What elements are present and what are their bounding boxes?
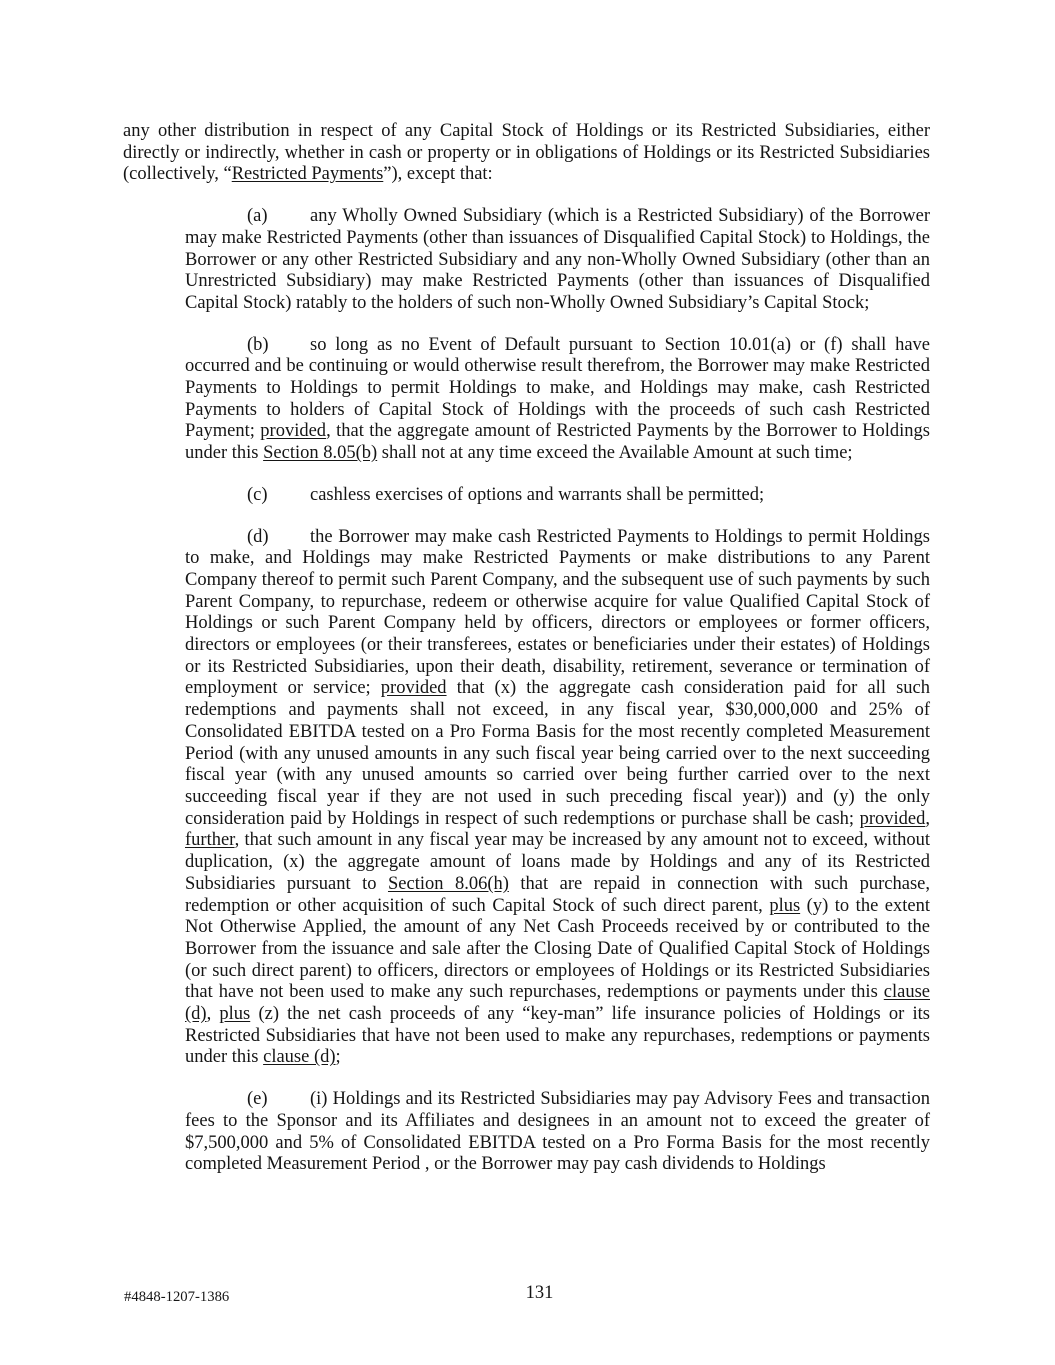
clause-a-label: (a) <box>247 206 268 227</box>
text-run: , <box>925 808 930 829</box>
text-run: that (x) the aggregate cash consideration paid for all such redemptions and payments shall not exceed, in any fiscal year, $30,000,000 and 25% of Consolidated EBITDA tested on a Pro Forma Basis for the most recently completed Measurement Period (with any unused amounts in any such fiscal year being carried over to the next succeeding fiscal year (with any unused amounts so carried over being further carried over to the next succeeding fiscal year if they are not used in such preceding fiscal year)) and (y) the only consideration paid by Holdings in respect of such redemptions or purchase shall be cash; <box>185 678 930 829</box>
defined-term: provided <box>260 421 327 442</box>
defined-term: further <box>185 830 235 851</box>
text-run: ”), except that: <box>383 164 493 185</box>
clause-c-label: (c) <box>247 484 268 505</box>
text-run: (i) Holdings and its Restricted Subsidiaries may pay Advisory Fees and transaction fees to the Sponsor and its Affiliates and designees in an amount not to exceed the greater of $7,500,000 and 5% of Consolidated EBITDA tested on a Pro Forma Basis for the most recently completed Measurement Period , or the Borrower may pay cash dividends to Holdings <box>185 1089 930 1175</box>
clause-a <box>123 206 930 315</box>
defined-term: provided <box>380 678 447 699</box>
clause-d-label: (d) <box>247 526 269 547</box>
text-run: , <box>206 1004 220 1025</box>
document-body <box>123 121 930 1196</box>
clause-d <box>123 527 930 1070</box>
document-id-stamp: #4848-1207-1386 <box>124 1289 230 1305</box>
text-run: any Wholly Owned Subsidiary (which is a Restricted Subsidiary) of the Borrower may make Restricted Payments (other than issuances of Disqualified Capital Stock) to Holdings, the Borrower or any other Restricted Subsidiary and any non-Wholly Owned Subsidiary (other than an Unrestricted Subsidiary) may make Restricted Payments (other than issuances of Disqualified Capital Stock) ratably to the holders of such non-Wholly Owned Subsidiary’s Capital Stock; <box>185 206 930 313</box>
text-run: , that the aggregate amount of Restricted Payments by the Borrower to Holdings under this <box>185 421 930 464</box>
defined-term: plus <box>219 1004 251 1025</box>
page-number: 131 <box>525 1283 554 1303</box>
text-run: any other distribution in respect of any Capital Stock of Holdings or its Restricted Subsidiaries, either directly or indirectly, whether in cash or property or in obligations of Holdings or its Restricted Subsidiaries (collectively, “ <box>123 121 930 185</box>
defined-term: provided <box>859 808 926 829</box>
text-run: the Borrower may make cash Restricted Payments to Holdings to permit Holdings to make, and Holdings may make Restricted Payments or make distributions to any Parent Company thereof to permit such Parent Company, and the subsequent use of such payments by such Parent Company, to repurchase, redeem or otherwise acquire for value Qualified Capital Stock of Holdings or such Parent Company held by officers, directors or employees or former officers, directors or employees (or their transferees, estates or beneficiaries under their estates) of Holdings or its Restricted Subsidiaries, upon their death, disability, retirement, severance or termination of employment or service; <box>185 526 930 699</box>
text-run: shall not at any time exceed the Available Amount at such time; <box>377 443 853 464</box>
text-run: so long as no Event of Default pursuant to Section 10.01(a) or (f) shall have occurred and be continuing or would otherwise result therefrom, the Borrower may make Restricted Payments to Holdings to permit Holdings to make, and Holdings may make, cash Restricted Payments to holders of Capital Stock of Holdings with the proceeds of such cash Restricted Payment; <box>185 334 930 442</box>
text-run: (y) to the extent Not Otherwise Applied, the amount of any Net Cash Proceeds received by or contributed to the Borrower from the issuance and sale after the Closing Date of Qualified Capital Stock of Holdings (or such direct parent) to officers, directors or employees of Holdings or its Restricted Subsidiaries that have not been used to make any such repurchases, redemptions or payments under this <box>185 895 931 1003</box>
clause-b-label: (b) <box>247 334 269 355</box>
defined-term: Section 8.06(h) <box>387 873 509 894</box>
clause-e-label: (e) <box>247 1089 268 1110</box>
defined-term: Restricted Payments <box>231 164 384 185</box>
text-run: that are repaid in connection with such purchase, redemption or other acquisition of such Capital Stock of such direct parent, <box>185 873 930 916</box>
clause-c <box>123 485 930 507</box>
defined-term: Section 8.05(b) <box>263 443 378 464</box>
clause-b <box>123 335 930 465</box>
text-run: ; <box>335 1047 341 1068</box>
defined-term: plus <box>769 895 801 916</box>
text-run: (z) the net cash proceeds of any “key-man” life insurance policies of Holdings or its Restricted Subsidiaries that have not been used to make any repurchases, redemptions or payments under this <box>185 1004 930 1068</box>
intro-paragraph <box>123 121 930 186</box>
defined-term: clause (d) <box>263 1047 336 1068</box>
clause-e <box>123 1089 930 1176</box>
text-run: , that such amount in any fiscal year may be increased by any amount not to exceed, without duplication, (x) the aggregate amount of loans made by Holdings and any of its Restricted Subsidiaries pursuant to <box>185 830 930 894</box>
defined-term: clause (d) <box>185 982 930 1025</box>
text-run: cashless exercises of options and warrants shall be permitted; <box>310 484 765 505</box>
